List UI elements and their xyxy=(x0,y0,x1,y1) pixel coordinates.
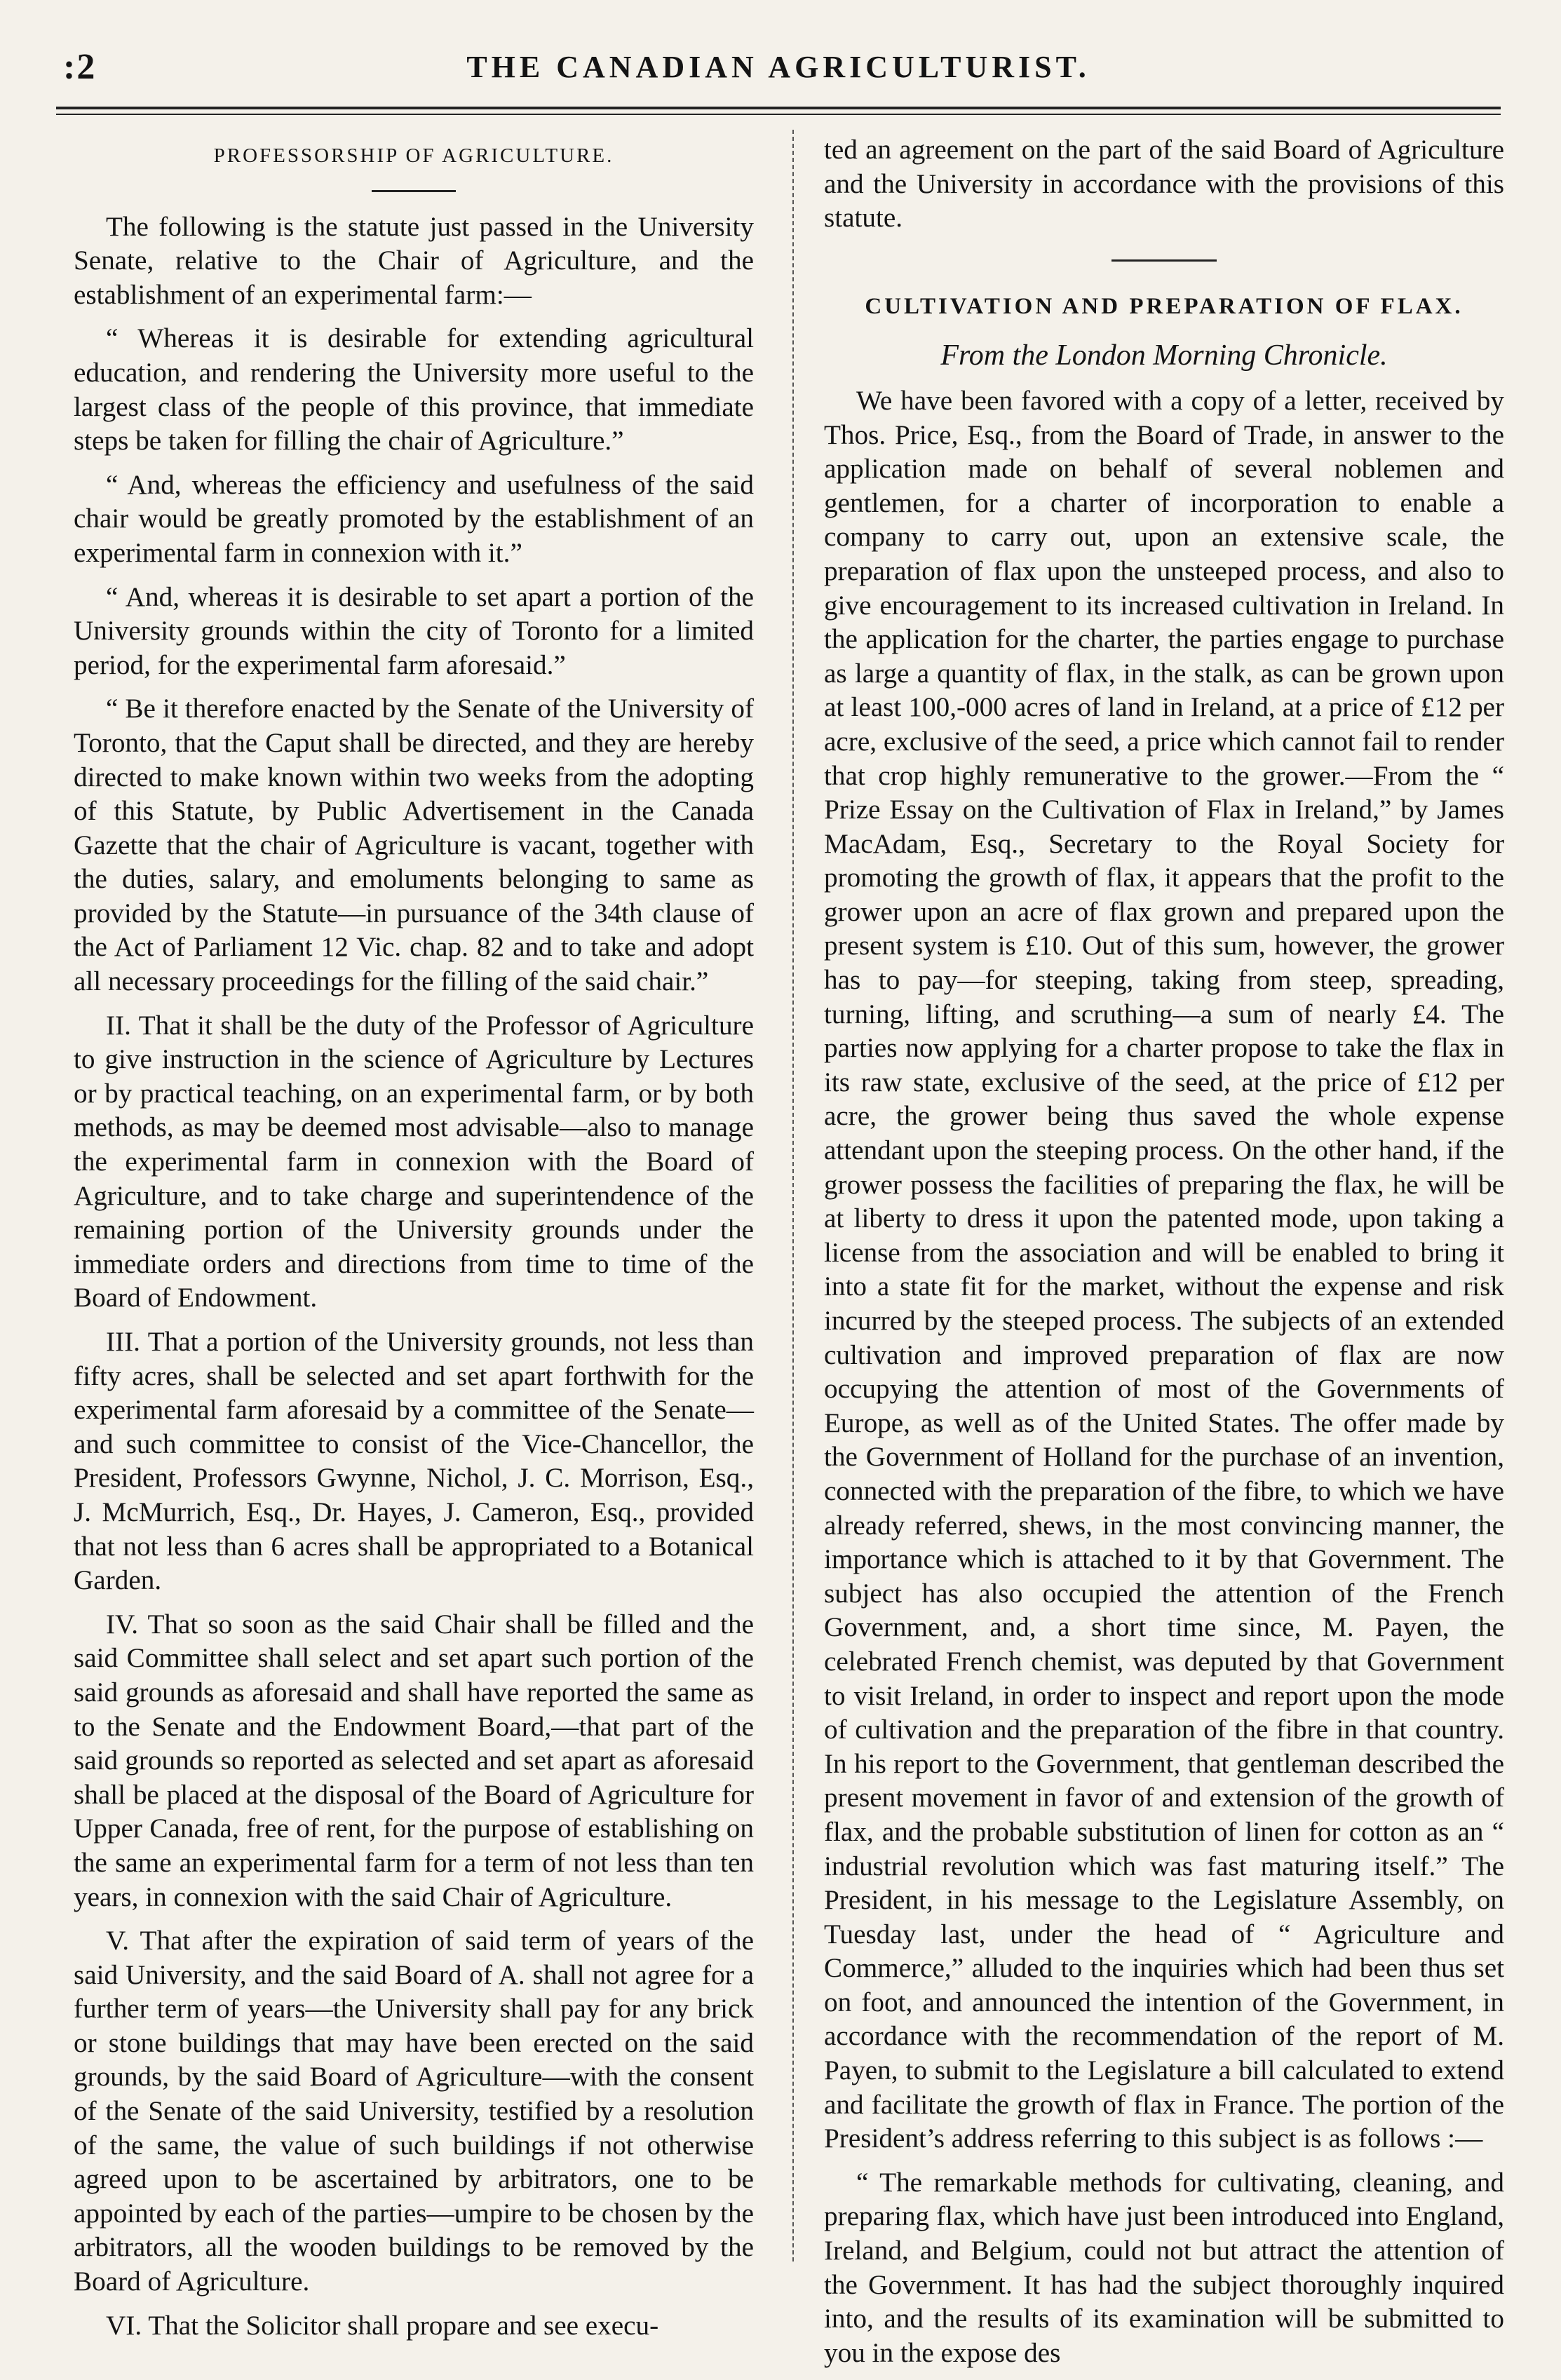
paragraph: “ The remarkable methods for cultivating, cleaning, and preparing flax, which have just been introduced into England, Ireland, and Belgium, could not but attract the attention of the Government. It has had the subject thoroughly inquired into, and the results of its examination will be submitted to you in the expose des xyxy=(824,2167,1504,2368)
section-title-flax: CULTIVATION AND PREPARATION OF FLAX. xyxy=(865,293,1464,319)
header-rule-thin xyxy=(56,114,1501,115)
left-column xyxy=(74,133,754,2353)
paragraph: V. That after the expiration of said term of years of the said University, and the said Board of A. shall not agree for a further term of years—the University shall pay for any brick or stone buildings that may have been erected on the said grounds, by the said Board of Agriculture—with the consent of the Senate of the said University, testified by a resolution of the same, the value of such buildings if not otherwise agreed upon to be ascertained by arbitrators, one to be appointed by each of the parties—umpire to be chosen by the arbitrators, all the wooden buildings to be removed by the Board of Agriculture. xyxy=(74,1926,754,2297)
paragraph: “ And, whereas the efficiency and usefulness of the said chair would be greatly promoted by the establishment of an experimental farm in connexion with it.” xyxy=(74,469,754,568)
section-title-professorship: PROFESSORSHIP OF AGRICULTURE. xyxy=(213,144,614,167)
paragraph: IV. That so soon as the said Chair shall be filled and the said Committee shall select and set apart such portion of the said grounds as aforesaid and shall have reported the same as to the Senate and the Endowment Board,—that part of the said grounds so reported as selected and set apart as aforesaid shall be placed at the disposal of the Board of Agriculture for Upper Canada, free of rent, for the purpose of establishing on the same an experimental farm for a term of not less than ten years, in connexion with the said Chair of Agriculture. xyxy=(74,1609,754,1912)
right-column xyxy=(824,133,1504,2380)
paragraph: “ Whereas it is desirable for extending agricultural education, and rendering the University more useful to the largest class of the people of this province, that immediate steps be taken for filling the chair of Agriculture.” xyxy=(74,323,754,457)
paragraph: We have been favored with a copy of a letter, received by Thos. Price, Esq., from the Board of Trade, in answer to the application made on behalf of several noblemen and gentlemen, for a charter of incorporation to enable a company to carry out, upon an extensive scale, the preparation of flax upon the unsteeped process, and also to give encouragement to its increased cultivation in Ireland. In the application for the charter, the parties engage to purchase as large a quantity of flax, in the stalk, as can be grown upon at least 100,-000 acres of land in Ireland, at a price of £12 per acre, exclusive of the seed, a price which cannot fail to render that crop highly remunerative to the grower.—From the “ Prize Essay on the Cultivation of Flax in Ireland,” by James MacAdam, Esq., Secretary to the Royal Society for promoting the growth of flax, it appears that the profit to the grower upon an acre of flax grown and prepared upon the present system is £10. Out of this sum, however, the grower has to pay—for steeping, taking from steep, spreading, turning, lifting, and scruthing—a sum of nearly £4. The parties now applying for a charter propose to take the flax in its raw state, exclusive of the seed, at the price of £12 per acre, the grower being thus saved the whole expense attendant upon the steeping process. On the other hand, if the grower possess the facilities of preparing the flax, he will be at liberty to dress it upon the patented mode, upon taking a license from the association and will be enabled to bring it into a state fit for the market, without the expense and risk incurred by the steeped process. The subjects of an extended cultivation and improved preparation of flax are now occupying the attention of most of the Governments of Europe, as well as of the United States. The offer made by the Government of Holland for the purchase of an invention, connected with the preparation of the fibre, to which we have already referred, shews, in the most convincing manner, the importance which is attached to it by that Government. The subject has also occupied the attention of the French Government, and, a short time since, M. Payen, the celebrated French chemist, was deputed by that Government to visit Ireland, in order to inspect and report upon the mode of cultivation and the preparation of the fibre in that country. In his report to the Government, that gentleman described the present movement in favor of and extension of the growth of flax, and the probable substitution of linen for cotton as an “ industrial revolution which was fast maturing itself.” The President, in his message to the Legislature Assembly, on Tuesday last, under the head of “ Agriculture and Commerce,” alluded to the inquiries which had been thus set on foot, and announced the intention of the Government, in accordance with the recommendation of the report of M. Payen, to submit to the Legislature a bill calculated to extend and facilitate the growth of flax in France. The portion of the President’s address referring to this subject is as follows :— xyxy=(824,385,1504,2154)
section-rule xyxy=(1111,259,1217,262)
page-header xyxy=(56,42,1501,105)
running-title: THE CANADIAN AGRICULTURIST. xyxy=(466,50,1090,84)
paragraph: “ And, whereas it is desirable to set apart a portion of the University grounds within the city of Toronto for a limited period, for the experimental farm aforesaid.” xyxy=(74,581,754,680)
header-rule xyxy=(56,107,1501,109)
paragraph: The following is the statute just passed in the University Senate, relative to the Chair of Agriculture, and the establishment of an experimental farm:— xyxy=(74,211,754,310)
page-number: :2 xyxy=(63,47,97,87)
column-divider xyxy=(792,130,794,2261)
paragraph: II. That it shall be the duty of the Professor of Agriculture to give instruction in the science of Agriculture by Lectures or by practical teaching, on an experimental farm, or by both methods, as may be deemed most advisable—also to manage the experimental farm in connexion with the Board of Agriculture, and to take charge and superintendence of the remaining portion of the University grounds under the immediate orders and directions from time to time of the Board of Endowment. xyxy=(74,1010,754,1313)
paragraph: “ Be it therefore enacted by the Senate of the University of Toronto, that the Caput shall be directed, and they are hereby directed to make known within two weeks from the adopting of this Statute, by Public Advertisement in the Canada Gazette that the chair of Agriculture is vacant, together with the duties, salary, and emoluments belonging to same as provided by the Statute—in pursuance of the 34th clause of the Act of Parliament 12 Vic. chap. 82 and to take and adopt all necessary proceedings for the filling of the said chair.” xyxy=(74,694,754,997)
source-byline: From the London Morning Chronicle. xyxy=(940,339,1388,372)
section-rule xyxy=(372,190,456,192)
paragraph: III. That a portion of the University grounds, not less than fifty acres, shall be selected and set apart forthwith for the experimental farm aforesaid by a committee of the Senate—and such committee to consist of the Vice-Chancellor, the President, Professors Gwynne, Nichol, J. C. Morrison, Esq., J. McMurrich, Esq., Dr. Hayes, J. Cameron, Esq., provided that not less than 6 acres shall be appropriated to a Botanical Garden. xyxy=(74,1327,754,1596)
continuation-paragraph: ted an agreement on the part of the said Board of Agriculture and the University in accordance with the provisions of this statute. xyxy=(824,135,1504,234)
paragraph: VI. That the Solicitor shall propare and see execu- xyxy=(106,2310,659,2341)
